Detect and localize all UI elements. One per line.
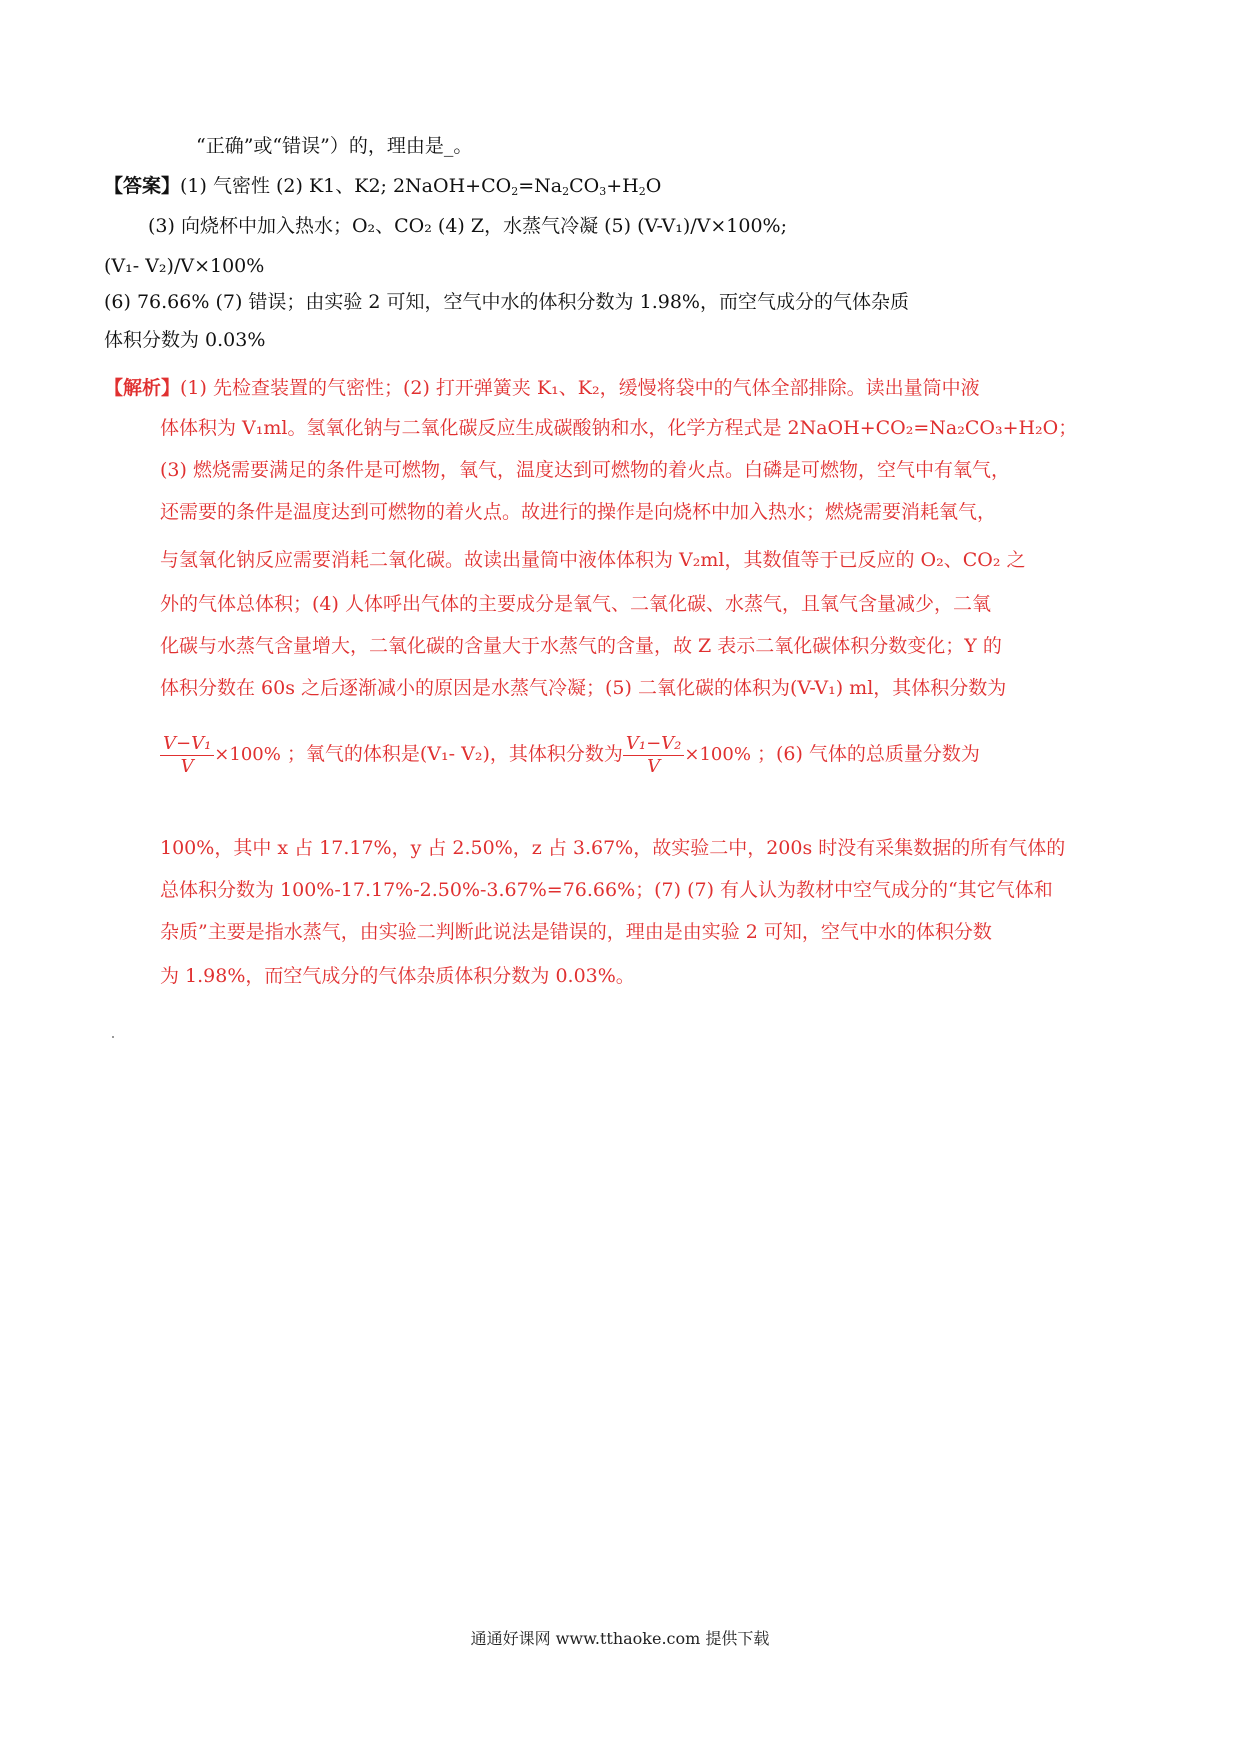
fraction-2: $\frac{\text{V₁−V₂}}{V}$ (623, 733, 685, 778)
fraction-1: $\frac{\text{V−V₁}}{V}$ (160, 733, 214, 778)
answer-line-5: 体积分数为 0.03% (104, 329, 266, 351)
analysis-label: 【解析】 (104, 377, 181, 399)
analysis-line-6: 外的气体总体积；(4) 人体呼出气体的主要成分是氧气、二氧化碳、水蒸气，且氧气含量减少，二氧 (160, 593, 991, 615)
analysis-line-2: 体体积为 V₁ml。氢氧化钠与二氧化碳反应生成碳酸钠和水，化学方程式是 2NaOH+CO₂=Na₂CO₃+H₂O； (160, 417, 1078, 439)
answer-line-1: 【答案】(1) 气密性 (2) K1、K2; $2NaOH+CO_2=Na_2CO_3+H_2O$ (104, 175, 662, 198)
analysis-line-9: $\frac{\text{V−V₁}}{V}$ ×100% ；氧气的体积是(V₁- V₂)，其体积分数为 $\frac{\text{V₁−V₂}}{V}$ ×100% ；(6) 气体的总质量分数为 (160, 730, 980, 779)
analysis-line-1: 【解析】(1) 先检查装置的气密性；(2) 打开弹簧夹 K₁、K₂，缓慢将袋中的气体全部排除。读出量筒中液 (104, 377, 980, 399)
analysis-line-8: 体积分数在 60s 之后逐渐减小的原因是水蒸气冷凝；(5) 二氧化碳的体积为(V-V₁) ml，其体积分数为 (160, 677, 1007, 699)
analysis-line-3: (3) 燃烧需要满足的条件是可燃物，氧气，温度达到可燃物的着火点。白磷是可燃物，空气中有氧气， (160, 459, 1010, 481)
analysis-line-11: 总体积分数为 100%-17.17%-2.50%-3.67%=76.66%；(7) (7) 有人认为教材中空气成分的“其它气体和 (160, 879, 1053, 901)
analysis-line-7: 化碳与水蒸气含量增大，二氧化碳的含量大于水蒸气的含量，故 Z 表示二氧化碳体积分数变化；Y 的 (160, 635, 1002, 657)
analysis-line-12: 杂质”主要是指水蒸气，由实验二判断此说法是错误的，理由是由实验 2 可知，空气中水的体积分数 (160, 921, 992, 943)
analysis-line-13: 为 1.98%，而空气成分的气体杂质体积分数为 0.03%。 (160, 965, 635, 987)
analysis-line-10: 100%，其中 x 占 17.17%，y 占 2.50%，z 占 3.67%，故实验二中，200s 时没有采集数据的所有气体的 (160, 837, 1066, 859)
answer-line-3: (V₁- V₂)/V×100% (104, 255, 265, 277)
answer-line-2: (3) 向烧杯中加入热水；O₂、CO₂ (4) Z，水蒸气冷凝 (5) (V-V₁)/V×100%; (148, 215, 788, 237)
analysis-line-4: 还需要的条件是温度达到可燃物的着火点。故进行的操作是向烧杯中加入热水；燃烧需要消耗氧气， (160, 501, 997, 523)
footer-text: 通通好课网 www.tthaoke.com 提供下载 (470, 1629, 770, 1648)
analysis-line-5: 与氢氧化钠反应需要消耗二氧化碳。故读出量筒中液体体积为 V₂ml，其数值等于已反应的 O₂、CO₂ 之 (160, 549, 1026, 571)
stray-dot (112, 1036, 114, 1038)
answer-line-4: (6) 76.66% (7) 错误；由实验 2 可知，空气中水的体积分数为 1.98%，而空气成分的气体杂质 (104, 291, 909, 313)
answer-label: 【答案】 (104, 175, 181, 197)
question-tail: “正确”或“错误”）的，理由是_。 (196, 135, 473, 157)
